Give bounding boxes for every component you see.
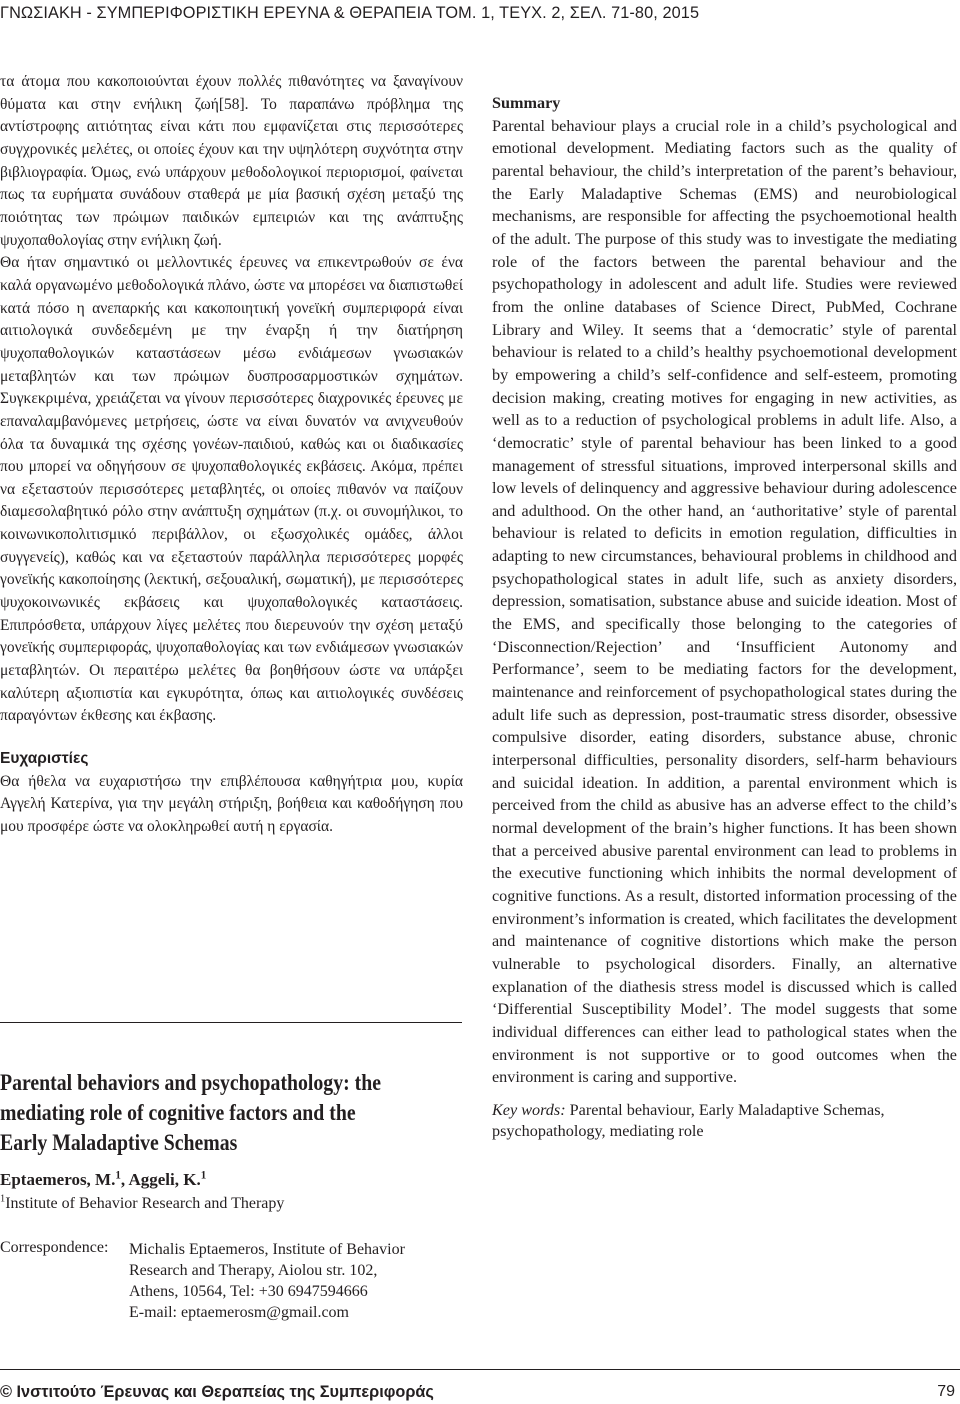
affiliation-marker: 1 bbox=[0, 1193, 6, 1205]
keywords bbox=[492, 1100, 957, 1142]
body-paragraph: Θα ήταν σημαντικό οι μελλοντικές έρευνες να επικεντρωθούν σε ένα καλά οργανωμένο μεθοδολογικά πλάνο, ώστε να μπορέσει να διαπιστωθεί κατά πόσο η ανεπαρκής και κακοποιητική γονεϊκή συμπεριφορά είναι αιτιολογικά συνδεδεμένη με την έναρξη ή την διατήρηση ψυχοπαθολογικών καταστάσεων μέσω ενδιάμεσων γνωσιακών μεταβλητών και των πρώιμων δυσπροσαρμοστικών σχημάτων. Συγκεκριμένα, χρειάζεται να γίνουν περισσότερες διαχρονικές έρευνες με επαναλαμβανόμενες μετρήσεις, ώστε να είναι δυνατόν να ανιχνευθούν όλα τα δυναμικά της σχέσης γονέων-παιδιού, καθώς και οι διαδικασίες που μπορεί να οδηγήσουν σε ψυχοπαθολογικές εκβάσεις. Ακόμα, πρέπει να εξεταστούν περισσότερες μεταβλητές, οι οποίες πιθανόν να παίζουν διαμεσολαβητικό ρόλο στην ανάπτυξη σχημάτων (π.χ. οι συνομήλικοι, το κοινωνικοπολιτισμικό περιβάλλον, οι εξωσχολικές ομάδες, άλλοι συγγενείς), καθώς και να εξεταστούν παράλληλα περισσότερες μορφές γονεϊκής κακοποίησης (λεκτική, σεξουαλική, σωματική), με περισσότερες ψυχοκοινωνικές εκβάσεις και ψυχοπαθολογικές καταστάσεις. Επιπρόσθετα, υπάρχουν λίγες μελέτες που διερευνούν την σχέση μεταξύ γονεϊκής συμπεριφοράς, ψυχοπαθολογίας και των ενδιάμεσων γνωσιακών μεταβλητών. Οι περαιτέρω μελέτες θα βοηθήσουν ώστε να υπάρξει καλύτερη αξιοπιστία και εγκυρότητα, όπως και αιτιολογικές συνδέσεις παραγόντων έκθεσης και έκβασης. bbox=[0, 254, 463, 725]
keywords-list: Parental behaviour, Early Maladaptive Schemas, psychopathology, mediating role bbox=[492, 1100, 885, 1140]
summary-text: Parental behaviour plays a crucial role in a child’s psychological and emotional development. Mediating factors such as the quality of parental behaviour, the child’s interpretation of the parent’s behaviour, the Early Maladaptive Schemas (EMS) and neurobiological mechanisms, are responsible for affecting the psychoemotional health of the adult. The purpose of this study was to investigate the mediating role of the factors between the parental behaviour and the psychopathology in adolescent and adult life. Studies were reviewed from the online databases of Science Direct, PubMed, Cochrane Library and Wiley. It seems that a ‘democratic’ style of parental behaviour is related to a child’s healthy psychoemotional development by empowering a child’s self-confidence and self-esteem, promoting decision making, creating motives for engaging in new activities, as well as to a reduction of psychological problems in adult life. Also, a ‘democratic’ style of parental behaviour has been linked to a good management of stressful situations, improved interpersonal skills and low levels of delinquency and aggressive behaviour during adolescence and adulthood. On the other hand, an ‘authoritative’ style of parental behaviour is related to deficits in emotion regulation, difficulties in adapting to new circumstances, behavioural problems in childhood and psychopathological states in adult life, such as anxiety disorders, depression, somatisation, substance abuse and suicide ideation. Most of the EMS, and specifically those belonging to the categories of ‘Disconnection/Rejection’ and ‘Insufficient Autonomy and Performance’, seem to be mediating factors for the development, maintenance and reinforcement of psychopathological states during the adult life such as depression, post-traumatic stress disorder, obsessive compulsive disorder, eating disorders, substance abuse, chronic interpersonal difficulties, personality disorders, self-harm behaviours and suicidal ideation. In addition, a parental environment which is perceived from the child as abusive has an adverse effect to the child’s normal development of the brain’s higher functions. It has been shown that a perceived abusive parental environment can lead to problems in the executive functioning which inhibits the normal development of cognitive functions. As a result, distorted information processing of the environment’s information is created, which facilitates the development and maintenance of cognitive distortions which make the person vulnerable to psychological disorders. Finally, an alternative explanation of the diathesis stress model is discussed which is called ‘Differential Susceptibility Model’. The model suggests that some individual differences can either lead to pathological states when the environment is not supportive or to good outcomes when the environment is caring and supportive. bbox=[492, 116, 957, 1087]
author-separator: , bbox=[120, 1170, 129, 1189]
keywords-label: Key words: bbox=[492, 1100, 566, 1119]
author-list bbox=[0, 1170, 206, 1190]
section-divider bbox=[0, 1022, 462, 1023]
greek-text-column bbox=[0, 71, 463, 839]
summary-column bbox=[492, 92, 957, 1142]
affiliation bbox=[0, 1195, 284, 1213]
affiliation-marker: 1 bbox=[115, 1169, 121, 1182]
correspondence-name: Michalis Eptaemeros, Institute of Behavior Research and Therapy, Aiolou str. 102, bbox=[129, 1241, 405, 1279]
running-header: ΓΝΩΣΙΑΚΗ - ΣΥΜΠΕΡΙΦΟΡΙΣΤΙΚΗ ΕΡΕΥΝΑ & ΘΕΡΑΠΕΙΑ ΤΟΜ. 1, ΤΕΥΧ. 2, ΣΕΛ. 71-80, 2015 bbox=[0, 4, 700, 22]
affiliation-marker: 1 bbox=[200, 1169, 207, 1182]
body-paragraph: τα άτομα που κακοποιούνται έχουν πολλές πιθανότητες να ξαναγίνουν θύματα και στην ενήλικη ζωή[58]. Το παραπάνω πρόβλημα της αντίστροφης αιτιότητας είναι κάτι που εμφανίζεται στις περισσότερες συγχρονικές μελέτες, οι οποίες έχουν και την υψηλότερη συχνότητα στην βιβλιογραφία. Όμως, ενώ υπάρχουν μεθοδολογικοί περιορισμοί, φαίνεται πως τα ευρήματα συνάδουν σταθερά με μία βασική σχέση μεταξύ της ποιότητας των πρώιμων παιδικών εμπειριών και της ανάπτυξης ψυχοπαθολογίας στην ενήλικη ζωή. bbox=[0, 73, 463, 249]
author-name: Eptaemeros, M. bbox=[0, 1170, 116, 1189]
acknowledgements-heading: Ευχαριστίες bbox=[0, 750, 89, 768]
page-number: 79 bbox=[937, 1383, 955, 1400]
correspondence-block bbox=[129, 1239, 459, 1323]
footer-rule bbox=[0, 1369, 960, 1370]
english-article-title: Parental behaviors and psychopathology: the mediating role of cognitive factors and the Early Maladaptive Schemas bbox=[0, 1070, 381, 1155]
acknowledgements-text: Θα ήθελα να ευχαριστήσω την επιβλέπουσα καθηγήτρια μου, κυρία Αγγελή Κατερίνα, για την μεγάλη στήριξη, βοήθεια και καθοδήγηση που μου προσφέρε ώστε να ολοκληρωθεί αυτή η εργασία. bbox=[0, 772, 463, 835]
author-name: Aggeli, K. bbox=[128, 1170, 201, 1189]
correspondence-address: Athens, 10564, Tel: +30 6947594666 bbox=[129, 1283, 368, 1300]
summary-heading: Summary bbox=[492, 94, 561, 112]
correspondence-label: Correspondence: bbox=[0, 1239, 109, 1256]
affiliation-name: Institute of Behavior Research and Therapy bbox=[5, 1195, 285, 1212]
footer-copyright: © Ινστιτούτο Έρευνας και Θεραπείας της Συμπεριφοράς bbox=[0, 1383, 434, 1401]
correspondence-email: E-mail: eptaemerosm@gmail.com bbox=[129, 1304, 349, 1321]
